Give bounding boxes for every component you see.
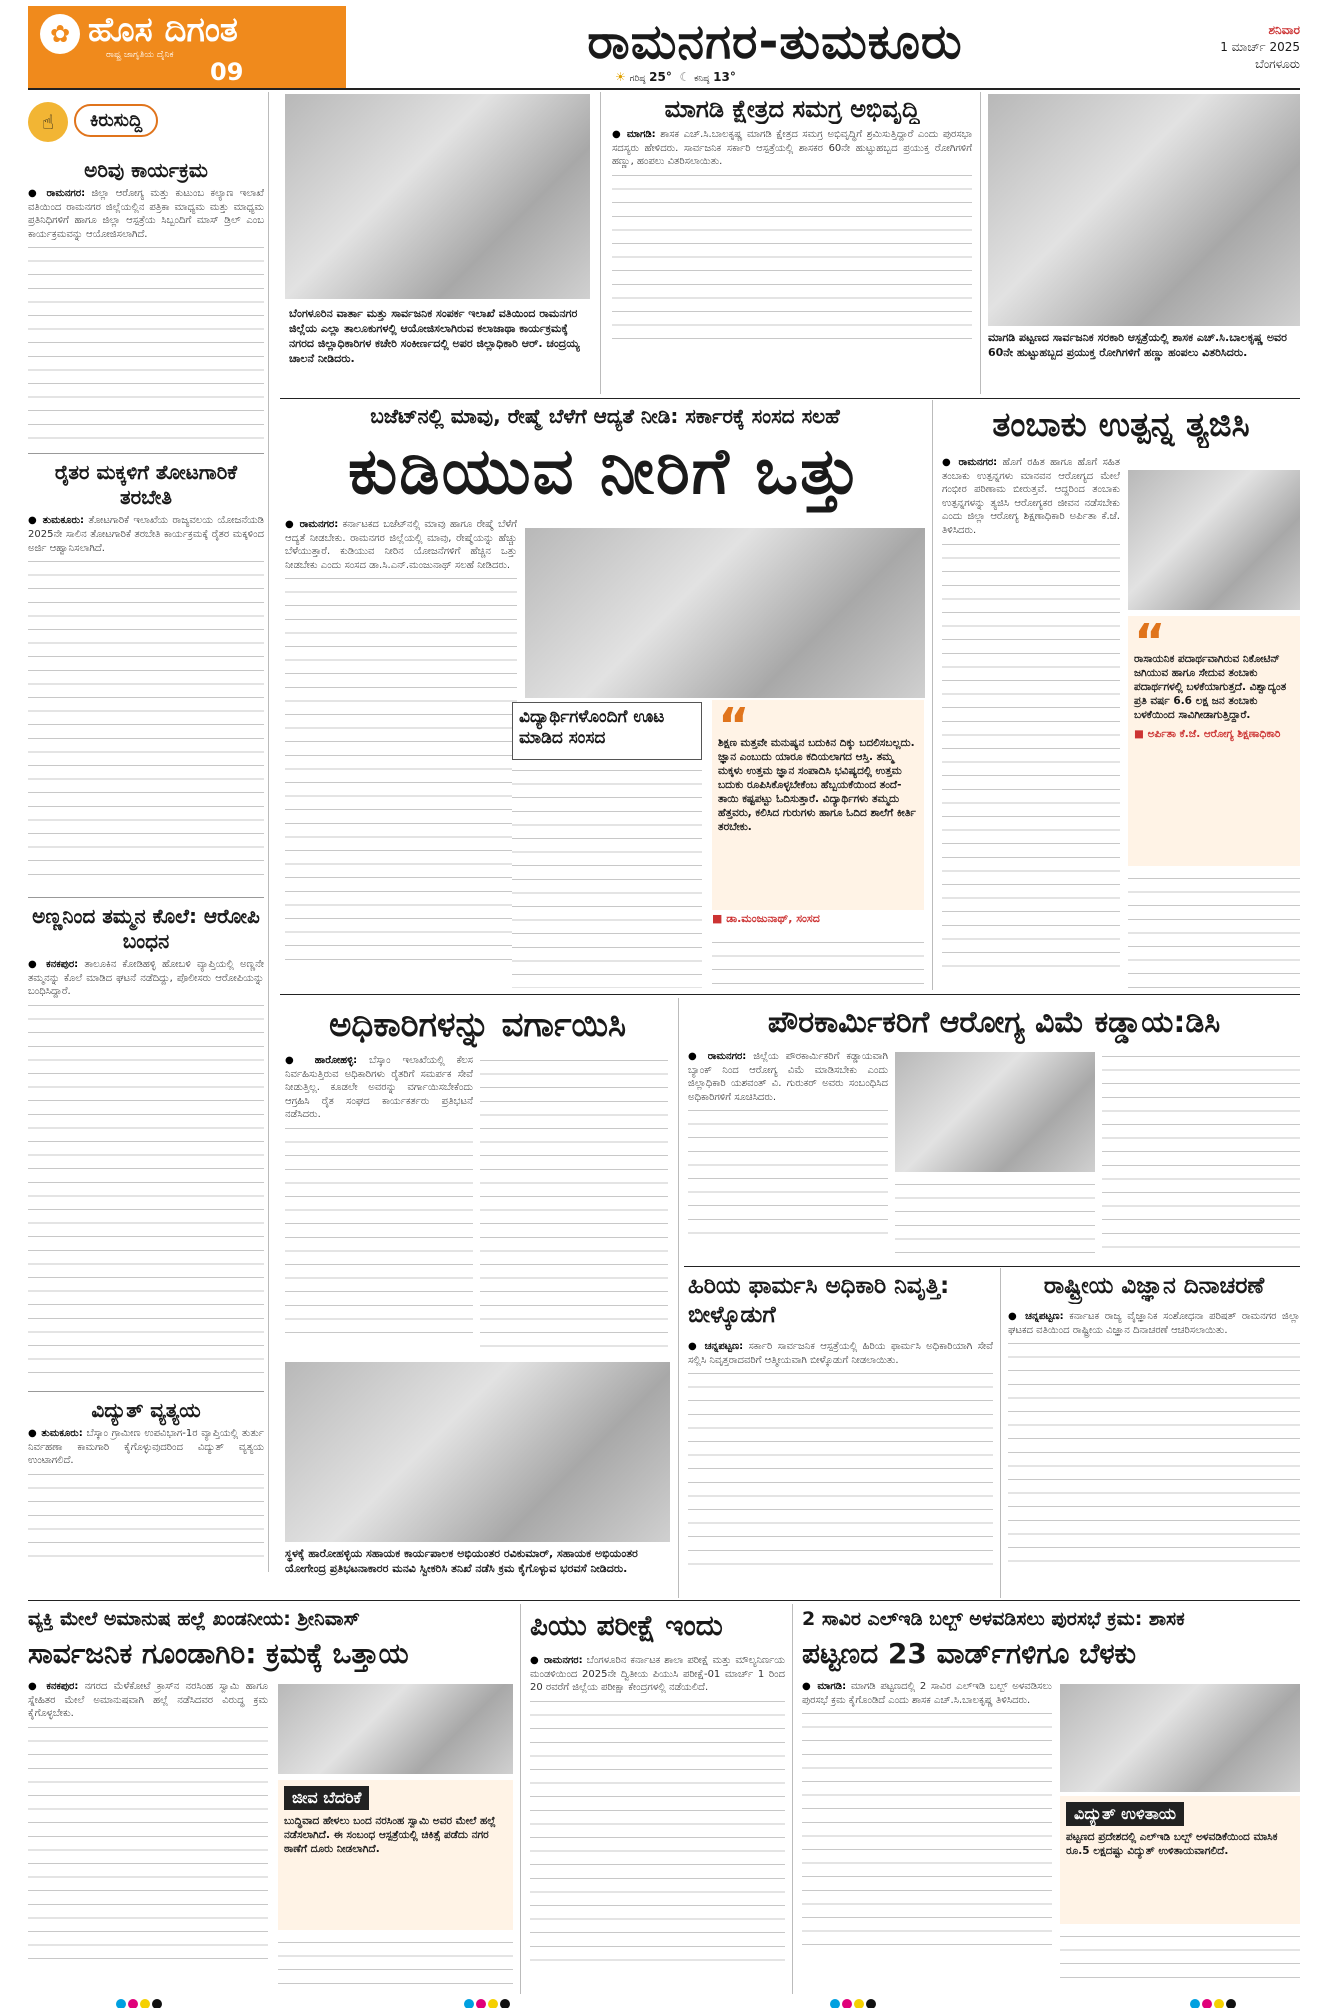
kirusuddi-header — [28, 100, 228, 148]
magadi-body: ● ಮಾಗಡಿ: ಶಾಸಕ ಎಚ್.ಸಿ.ಬಾಲಕೃಷ್ಣ ಮಾಗಡಿ ಕ್ಷೇತ್ರದ ಸಮಗ್ರ ಅಭಿವೃದ್ಧಿಗೆ ಶ್ರಮಿಸುತ್ತಿದ್ದಾರೆ ಎಂದು ಪುರಸಭಾ ಸದಸ್ಯರು ಹೇಳಿದರು. ಸಾರ್ವಜನಿಕ ಸರ್ಕಾರಿ ಆಸ್ಪತ್ರೆಯಲ್ಲಿ ಶಾಸಕರ 60ನೇ ಹುಟ್ಟುಹಬ್ಬದ ಪ್ರಯುಕ್ತ ರೋಗಿಗಳಿಗೆ ಹಣ್ಣು, ಹಂಪಲು ವಿತರಿಸಲಾಯಿತು. — [612, 128, 972, 393]
magadi-headline: ಮಾಗಡಿ ಕ್ಷೇತ್ರದ ಸಮಗ್ರ ಅಭಿವೃದ್ಧಿ — [664, 95, 920, 123]
officers-caption: ಸ್ಥಳಕ್ಕೆ ಹಾರೋಹಳ್ಳಿಯ ಸಹಾಯಕ ಕಾರ್ಯಪಾಲಕ ಅಭಿಯಂತರ ರವಿಕುಮಾರ್, ಸಹಾಯಕ ಅಭಿಯಂತರ ಯೋಗೇಂದ್ರ ಪ್ರತಿಭಟನಾಕಾರರ ಮನವಿ ಸ್ವೀಕರಿಸಿ ತನಿಖೆ ನಡೆಸಿ ಕ್ರಮ ಕೈಗೊಳ್ಳುವ ಭರವಸೆ ನೀಡಿದರು. — [285, 1546, 670, 1596]
weather-min: 13° — [713, 70, 736, 84]
goonda-box-body: ಬುದ್ಧಿವಾದ ಹೇಳಲು ಬಂದ ನರಸಿಂಹ ಸ್ವಾಮಿ ಅವರ ಮೇಲೆ ಹಲ್ಲೆ ನಡೆಸಲಾಗಿದೆ. ಈ ಸಂಬಂಧ ಆಸ್ಪತ್ರೆಯಲ್ಲಿ ಚಿಕಿತ್ಸೆ ಪಡೆದು ನಗರ ಠಾಣೆಗೆ ದೂರು ನೀಡಲಾಗಿದೆ. — [284, 1815, 496, 1855]
goonda-box — [278, 1780, 513, 1930]
brief-title-1: ಅರಿವು ಕಾರ್ಯಕ್ರಮ — [84, 158, 208, 182]
lamp-icon: ✿ — [40, 14, 80, 54]
calendar-caption: ಬೆಂಗಳೂರಿನ ವಾರ್ತಾ ಮತ್ತು ಸಾರ್ವಜನಿಕ ಸಂಪರ್ಕ ಇಲಾಖೆ ವತಿಯಿಂದ ರಾಮನಗರ ಜಿಲ್ಲೆಯ ಎಲ್ಲಾ ತಾಲೂಕುಗಳಲ್ಲಿ ಆಯೋಜಿಸಲಾಗಿರುವ ಕಲಾಜಾಥಾ ಕಾರ್ಯಕ್ರಮಕ್ಕೆ ನಗರದ ಜಿಲ್ಲಾಧಿಕಾರಿಗಳ ಕಚೇರಿ ಸಂಕೀರ್ಣದಲ್ಲಿ ಅಪರ ಜಿಲ್ಲಾಧಿಕಾರಿ ಆರ್. ಚಂದ್ರಯ್ಯ ಚಾಲನೆ ನೀಡಿದರು. — [285, 302, 590, 397]
water-body: ● ರಾಮನಗರ: ಕರ್ನಾಟಕದ ಬಜೆಟ್‌ನಲ್ಲಿ ಮಾವು ಹಾಗೂ ರೇಷ್ಮೆ ಬೆಳೆಗೆ ಆದ್ಯತೆ ನೀಡಬೇಕು. ರಾಮನಗರ ಜಿಲ್ಲೆಯಲ್ಲಿ ಮಾವು, ರೇಷ್ಮೆಯನ್ನು ಹೆಚ್ಚು ಬೆಳೆಯುತ್ತಾರೆ. ಕುಡಿಯುವ ನೀರಿನ ಯೋಜನೆಗಳಿಗೆ ಹೆಚ್ಚಿನ ಒತ್ತು ನೀಡಬೇಕು ಎಂದು ಸಂಸದ ಡಾ.ಸಿ.ಎನ್.ಮಂಜುನಾಥ್ ಸಲಹೆ ನೀಡಿದರು. — [285, 518, 517, 988]
science-body: ● ಚನ್ನಪಟ್ಟಣ: ಕರ್ನಾಟಕ ರಾಜ್ಯ ವೈಜ್ಞಾನಿಕ ಸಂಶೋಧನಾ ಪರಿಷತ್ ರಾಮನಗರ ಜಿಲ್ಲಾ ಘಟಕದ ವತಿಯಿಂದ ರಾಷ್ಟ್ರೀಯ ವಿಜ್ಞಾನ ದಿನಾಚರಣೆ ಆಚರಿಸಲಾಯಿತು. — [1008, 1310, 1300, 1596]
water-photo-caption: ವಿದ್ಯಾರ್ಥಿಗಳೊಂದಿಗೆ ಊಟ ಮಾಡಿದ ಸಂಸದ — [512, 702, 702, 760]
day-name: ಶನಿವಾರ — [1268, 23, 1300, 37]
edition-title: ರಾಮನಗರ-ತುಮಕೂರು — [587, 14, 963, 70]
bulbs-kicker: 2 ಸಾವಿರ ಎಲ್‌ಇಡಿ ಬಲ್ಬ್ ಅಳವಡಿಸಲು ಪುರಸಭೆ ಕ್ರಮ: ಶಾಸಕ — [802, 1608, 1185, 1630]
pharmacy-body: ● ಚನ್ನಪಟ್ಟಣ: ಸರ್ಕಾರಿ ಸಾರ್ವಜನಿಕ ಆಸ್ಪತ್ರೆಯಲ್ಲಿ ಹಿರಿಯ ಫಾರ್ಮಸಿ ಅಧಿಕಾರಿಯಾಗಿ ಸೇವೆ ಸಲ್ಲಿಸಿ ನಿವೃತ್ತರಾದವರಿಗೆ ಆತ್ಮೀಯವಾಗಿ ಬೀಳ್ಕೊಡುಗೆ ನೀಡಲಾಯಿತು. — [688, 1340, 993, 1596]
calendar-photo — [285, 94, 590, 299]
date-text: 1 ಮಾರ್ಚ್ 2025 — [1220, 40, 1300, 54]
bulbs-box — [1060, 1796, 1300, 1924]
registration-marks — [464, 1994, 524, 2008]
city-name: ಬೆಂಗಳೂರು — [1255, 57, 1300, 71]
brief-title-2: ರೈತರ ಮಕ್ಕಳಿಗೆ ತೋಟಗಾರಿಕೆ ತರಬೇತಿ — [28, 453, 264, 510]
kirusuddi-column: ಅರಿವು ಕಾರ್ಯಕ್ರಮ ● ರಾಮನಗರ: ಜಿಲ್ಲಾ ಆರೋಗ್ಯ ಮತ್ತು ಕುಟುಂಬ ಕಲ್ಯಾಣ ಇಲಾಖೆ ವತಿಯಿಂದ ರಾಮನಗರ ಜಿಲ್ಲೆಯಲ್ಲಿನ ಪತ್ರಿಕಾ ಮಾಧ್ಯಮ ಮತ್ತು ಮಾಧ್ಯಮ ಪ್ರತಿನಿಧಿಗಳಿಗೆ ಹಾಗೂ ಜಿಲ್ಲಾ ಆಸ್ಪತ್ರೆಯ ಸಿಬ್ಬಂದಿಗೆ ಮಾಸ್ ಡ್ರಿಲ್ ಎಂಬ ಕಾರ್ಯಕ್ರಮವನ್ನು ಆಯೋಜಿಸಲಾಗಿದೆ. ರೈತರ ಮಕ್ಕಳಿಗೆ ತೋಟಗಾರಿಕೆ ತರಬೇತಿ ● ತುಮಕೂರು: ತೋಟಗಾರಿಕೆ ಇಲಾಖೆಯ ರಾಜ್ಯವಲಯ ಯೋಜನೆಯಡಿ 2025ನೇ ಸಾಲಿನ ತೋಟಗಾರಿಕೆ ತರಬೇತಿ ಕಾರ್ಯಕ್ರಮಕ್ಕೆ ರೈತರ ಮಕ್ಕಳಿಂದ ಅರ್ಜಿ ಆಹ್ವಾನಿಸಲಾಗಿದೆ. ಅಣ್ಣನಿಂದ ತಮ್ಮನ ಕೊಲೆ: ಆರೋಪಿ ಬಂಧನ ● ಕನಕಪುರ: ತಾಲೂಕಿನ ಕೋಡಿಹಳ್ಳಿ ಹೋಬಳಿ ವ್ಯಾಪ್ತಿಯಲ್ಲಿ ಅಣ್ಣನೇ ತಮ್ಮನನ್ನು ಕೊಲೆ ಮಾಡಿದ ಘಟನೆ ನಡೆದಿದ್ದು, ಪೊಲೀಸರು ಆರೋಪಿಯನ್ನು ಬಂಧಿಸಿದ್ದಾರೆ. ವಿದ್ಯುತ್ ವ್ಯತ್ಯಯ ● ತುಮಕೂರು: ಬೆಸ್ಕಾಂ ಗ್ರಾಮೀಣ ಉಪವಿಭಾಗ-1ರ ವ್ಯಾಪ್ತಿಯಲ್ಲಿ ತುರ್ತು ನಿರ್ವಹಣಾ ಕಾಮಗಾರಿ ಕೈಗೊಳ್ಳುವುದರಿಂದ ವಿದ್ಯುತ್ ವ್ಯತ್ಯಯ ಉಂಟಾಗಲಿದೆ. — [28, 158, 264, 1568]
date-block — [1150, 22, 1300, 82]
page-number: 09 — [210, 58, 244, 86]
brief-title-4: ವಿದ್ಯುತ್ ವ್ಯತ್ಯಯ — [28, 1391, 264, 1423]
registration-marks — [830, 1994, 890, 2008]
mp-lunch-photo — [525, 528, 925, 698]
bulbs-photo — [1060, 1684, 1300, 1792]
quote-icon: “ — [1134, 616, 1166, 670]
goonda-headline: ಸಾರ್ವಜನಿಕ ಗೂಂಡಾಗಿರಿ: ಕ್ರಮಕ್ಕೆ ಒತ್ತಾಯ — [28, 1637, 409, 1670]
brand-name: ಹೊಸ ದಿಗಂತ — [88, 10, 238, 50]
dc-meeting-photo — [895, 1052, 1095, 1172]
pourakarmika-body: ● ರಾಮನಗರ: ಜಿಲ್ಲೆಯ ಪೌರಕಾರ್ಮಿಕರಿಗೆ ಕಡ್ಡಾಯವಾಗಿ ಬ್ಯಾಂಕ್ ನಿಂದ ಆರೋಗ್ಯ ವಿಮೆ ಮಾಡಿಸಬೇಕು ಎಂದು ಜಿಲ್ಲಾಧಿಕಾರಿ ಯಶವಂತ್ ವಿ. ಗುರುಕರ್ ಅವರು ಸಂಬಂಧಿಸಿದ ಅಧಿಕಾರಿಗಳಿಗೆ ಸೂಚಿಸಿದರು. — [688, 1050, 888, 1260]
pourakarmika-headline: ಪೌರಕಾರ್ಮಿಕರಿಗೆ ಆರೋಗ್ಯ ವಿಮೆ ಕಡ್ಡಾಯ:ಡಿಸಿ — [767, 1005, 1221, 1040]
registration-marks — [1190, 1994, 1250, 2008]
brand-tagline: ರಾಷ್ಟ್ರ ಜಾಗೃತಿಯ ದೈನಿಕ — [106, 50, 174, 60]
officers-body: ● ಹಾರೋಹಳ್ಳಿ: ಬೆಸ್ಕಾಂ ಇಲಾಖೆಯಲ್ಲಿ ಕೆಲಸ ನಿರ್ವಹಿಸುತ್ತಿರುವ ಅಧಿಕಾರಿಗಳು ರೈತರಿಗೆ ಸಮರ್ಪಕ ಸೇವೆ ನೀಡುತ್ತಿಲ್ಲ. ಕೂಡಲೇ ಅವರನ್ನು ವರ್ಗಾಯಿಸಬೇಕೆಂದು ಆಗ್ರಹಿಸಿ ರೈತ ಸಂಘದ ಕಾರ್ಯಕರ್ತರು ಪ್ರತಿಭಟನೆ ನಡೆಸಿದರು. — [285, 1054, 473, 1354]
goonda-body: ● ಕನಕಪುರ: ನಗರದ ಮೆಳೆಕೋಟೆ ಕ್ರಾಸ್‌ನ ನರಸಿಂಹ ಸ್ವಾಮಿ ಹಾಗೂ ಸ್ನೇಹಿತರ ಮೇಲೆ ಅಮಾನುಷವಾಗಿ ಹಲ್ಲೆ ನಡೆಸಿದವರ ವಿರುದ್ಧ ಕ್ರಮ ಕೈಗೊಳ್ಳಬೇಕು. — [28, 1680, 268, 1990]
exam-headline: ಪಿಯು ಪರೀಕ್ಷೆ ಇಂದು — [530, 1609, 723, 1642]
weather-strip: ☀ ಗರಿಷ್ಠ 25° ☾ ಕನಿಷ್ಠ 13° — [615, 70, 736, 84]
kirusuddi-label: ಕಿರುಸುದ್ದಿ — [74, 104, 158, 137]
water-quote-box — [712, 700, 924, 910]
tobacco-quote-author: ■ ಅರ್ಪಿತಾ ಕೆ.ಜೆ. ಆರೋಗ್ಯ ಶಿಕ್ಷಣಾಧಿಕಾರಿ — [1134, 728, 1281, 740]
quote-icon: “ — [718, 700, 750, 754]
bulbs-box-body: ಪಟ್ಟಣದ ಪ್ರದೇಶದಲ್ಲಿ ಎಲ್‌ಇಡಿ ಬಲ್ಬ್ ಅಳವಡಿಕೆಯಿಂದ ಮಾಸಿಕ ರೂ.5 ಲಕ್ಷದಷ್ಟು ವಿದ್ಯುತ್ ಉಳಿತಾಯವಾಗಲಿದೆ. — [1066, 1831, 1278, 1857]
water-headline: ಕುಡಿಯುವ ನೀರಿಗೆ ಒತ್ತು — [348, 435, 862, 509]
bulbs-box-title: ವಿದ್ಯುತ್ ಉಳಿತಾಯ — [1066, 1802, 1184, 1826]
sun-icon: ☀ — [615, 70, 626, 84]
brief-title-3: ಅಣ್ಣನಿಂದ ತಮ್ಮನ ಕೊಲೆ: ಆರೋಪಿ ಬಂಧನ — [28, 897, 264, 954]
exam-body: ● ರಾಮನಗರ: ಬೆಂಗಳೂರಿನ ಕರ್ನಾಟಕ ಶಾಲಾ ಪರೀಕ್ಷೆ ಮತ್ತು ಮೌಲ್ಯನಿರ್ಣಯ ಮಂಡಳಿಯಿಂದ 2025ನೇ ದ್ವಿತೀಯ ಪಿಯುಸಿ ಪರೀಕ್ಷೆ-01 ಮಾರ್ಚ್ 1 ರಿಂದ 20 ರವರೆಗೆ ಜಿಲ್ಲೆಯ ಪರೀಕ್ಷಾ ಕೇಂದ್ರಗಳಲ್ಲಿ ನಡೆಯಲಿದೆ. — [530, 1654, 785, 1990]
goonda-photo — [278, 1684, 513, 1774]
water-quote-author: ■ ಡಾ.ಮಂಜುನಾಥ್, ಸಂಸದ — [712, 912, 820, 925]
registration-marks — [116, 1994, 176, 2008]
water-quote-text: ಶಿಕ್ಷಣ ಮತ್ತವೇ ಮನುಷ್ಯನ ಬದುಕಿನ ದಿಕ್ಕು ಬದಲಿಸಬಲ್ಲದು. ಜ್ಞಾನ ಎಂಬುದು ಯಾರೂ ಕದಿಯಲಾಗದ ಆಸ್ತಿ. ತಮ್ಮ ಮಕ್ಕಳು ಉತ್ತಮ ಜ್ಞಾನ ಸಂಪಾದಿಸಿ ಭವಿಷ್ಯದಲ್ಲಿ ಉತ್ತಮ ಬದುಕು ರೂಪಿಸಿಕೊಳ್ಳಬೇಕೆಂಬ ಹೆಬ್ಬಯಕೆಯಿಂದ ತಂದೆ-ತಾಯಿ ಕಷ್ಟಪಟ್ಟು ಓದಿಸುತ್ತಾರೆ. ವಿದ್ಯಾರ್ಥಿಗಳು ತಮ್ಮದು ಹೆತ್ತವರು, ಕಲಿಸಿದ ಗುರುಗಳು ಹಾಗೂ ಓದಿದ ಶಾಲೆಗೆ ಕೀರ್ತಿ ತರಬೇಕು. — [718, 737, 916, 833]
protest-photo — [285, 1362, 670, 1542]
magadi-hospital-photo — [988, 94, 1300, 326]
water-body-2 — [512, 764, 702, 988]
tobacco-quote-text: ರಾಸಾಯನಿಕ ಪದಾರ್ಥವಾಗಿರುವ ನಿಕೋಟಿನ್ ಜಗಿಯುವ ಹಾಗೂ ಸೇದುವ ತಂಬಾಕು ಪದಾರ್ಥಗಳಲ್ಲಿ ಬಳಕೆಯಾಗುತ್ತದೆ. ವಿಶ್ವಾದ್ಯಂತ ಪ್ರತಿ ವರ್ಷ 6.6 ಲಕ್ಷ ಜನ ತಂಬಾಕು ಬಳಕೆಯಿಂದ ಸಾವಿಗೀಡಾಗುತ್ತಿದ್ದಾರೆ. — [1134, 653, 1287, 721]
water-kicker: ಬಜೆಟ್‌ನಲ್ಲಿ ಮಾವು, ರೇಷ್ಮೆ ಬೆಳೆಗೆ ಆದ್ಯತೆ ನೀಡಿ: ಸರ್ಕಾರಕ್ಕೆ ಸಂಸದ ಸಲಹೆ — [370, 404, 840, 428]
science-headline: ರಾಷ್ಟ್ರೀಯ ವಿಜ್ಞಾನ ದಿನಾಚರಣೆ — [1043, 1273, 1265, 1299]
bulbs-headline: ಪಟ್ಟಣದ 23 ವಾರ್ಡ್‌ಗಳಿಗೂ ಬೆಳಕು — [802, 1637, 1137, 1670]
pharmacy-headline: ಹಿರಿಯ ಫಾರ್ಮಸಿ ಅಧಿಕಾರಿ ನಿವೃತ್ತಿ: ಬೀಳ್ಕೊಡುಗೆ — [688, 1273, 950, 1328]
tobacco-quote-box — [1128, 616, 1300, 866]
tobacco-body: ● ರಾಮನಗರ: ಹೊಗೆ ರಹಿತ ಹಾಗೂ ಹೊಗೆ ಸಹಿತ ತಂಬಾಕು ಉತ್ಪನ್ನಗಳು ಮಾನವನ ಆರೋಗ್ಯದ ಮೇಲೆ ಗಂಭೀರ ಪರಿಣಾಮ ಬೀರುತ್ತವೆ. ಆದ್ದರಿಂದ ತಂಬಾಕು ಉತ್ಪನ್ನಗಳನ್ನು ತ್ಯಜಿಸಿ ಆರೋಗ್ಯಕರ ಜೀವನ ನಡೆಸಬೇಕು ಎಂದು ಜಿಲ್ಲಾ ಆರೋಗ್ಯ ಶಿಕ್ಷಣಾಧಿಕಾರಿ ಅರ್ಪಿತಾ ಕೆ.ಜೆ. ತಿಳಿಸಿದರು. — [942, 456, 1120, 988]
goonda-box-title: ಜೀವ ಬೆದರಿಕೆ — [284, 1786, 369, 1810]
goonda-kicker: ವ್ಯಕ್ತಿ ಮೇಲೆ ಅಮಾನುಷ ಹಲ್ಲೆ ಖಂಡನೀಯ: ಶ್ರೀನಿವಾಸ್ — [28, 1608, 360, 1630]
masthead-logo — [28, 6, 346, 88]
tobacco-headline: ತಂಬಾಕು ಉತ್ಪನ್ನ ತ್ಯಜಿಸಿ — [992, 405, 1250, 445]
officers-headline: ಅಧಿಕಾರಿಗಳನ್ನು ವರ್ಗಾಯಿಸಿ — [328, 1005, 627, 1045]
moon-icon: ☾ — [679, 70, 691, 84]
bulbs-body: ● ಮಾಗಡಿ: ಮಾಗಡಿ ಪಟ್ಟಣದಲ್ಲಿ 2 ಸಾವಿರ ಎಲ್‌ಇಡಿ ಬಲ್ಬ್ ಅಳವಡಿಸಲು ಪುರಸಭೆ ಕ್ರಮ ಕೈಗೊಂಡಿದೆ ಎಂದು ಶಾಸಕ ಎಚ್.ಸಿ.ಬಾಲಕೃಷ್ಣ ತಿಳಿಸಿದರು. — [802, 1680, 1052, 1990]
weather-max: 25° — [649, 70, 672, 84]
magadi-caption: ಮಾಗಡಿ ಪಟ್ಟಣದ ಸಾರ್ವಜನಿಕ ಸರಕಾರಿ ಆಸ್ಪತ್ರೆಯಲ್ಲಿ ಶಾಸಕ ಎಚ್.ಸಿ.ಬಾಲಕೃಷ್ಣ ಅವರ 60ನೇ ಹುಟ್ಟುಹಬ್ಬದ ಪ್ರಯುಕ್ತ ರೋಗಿಗಳಿಗೆ ಹಣ್ಣು ಹಂಪಲು ವಿತರಿಸಿದರು. — [988, 330, 1300, 392]
pointing-hand-icon: ☝ — [28, 102, 68, 142]
tobacco-photo — [1128, 470, 1300, 610]
